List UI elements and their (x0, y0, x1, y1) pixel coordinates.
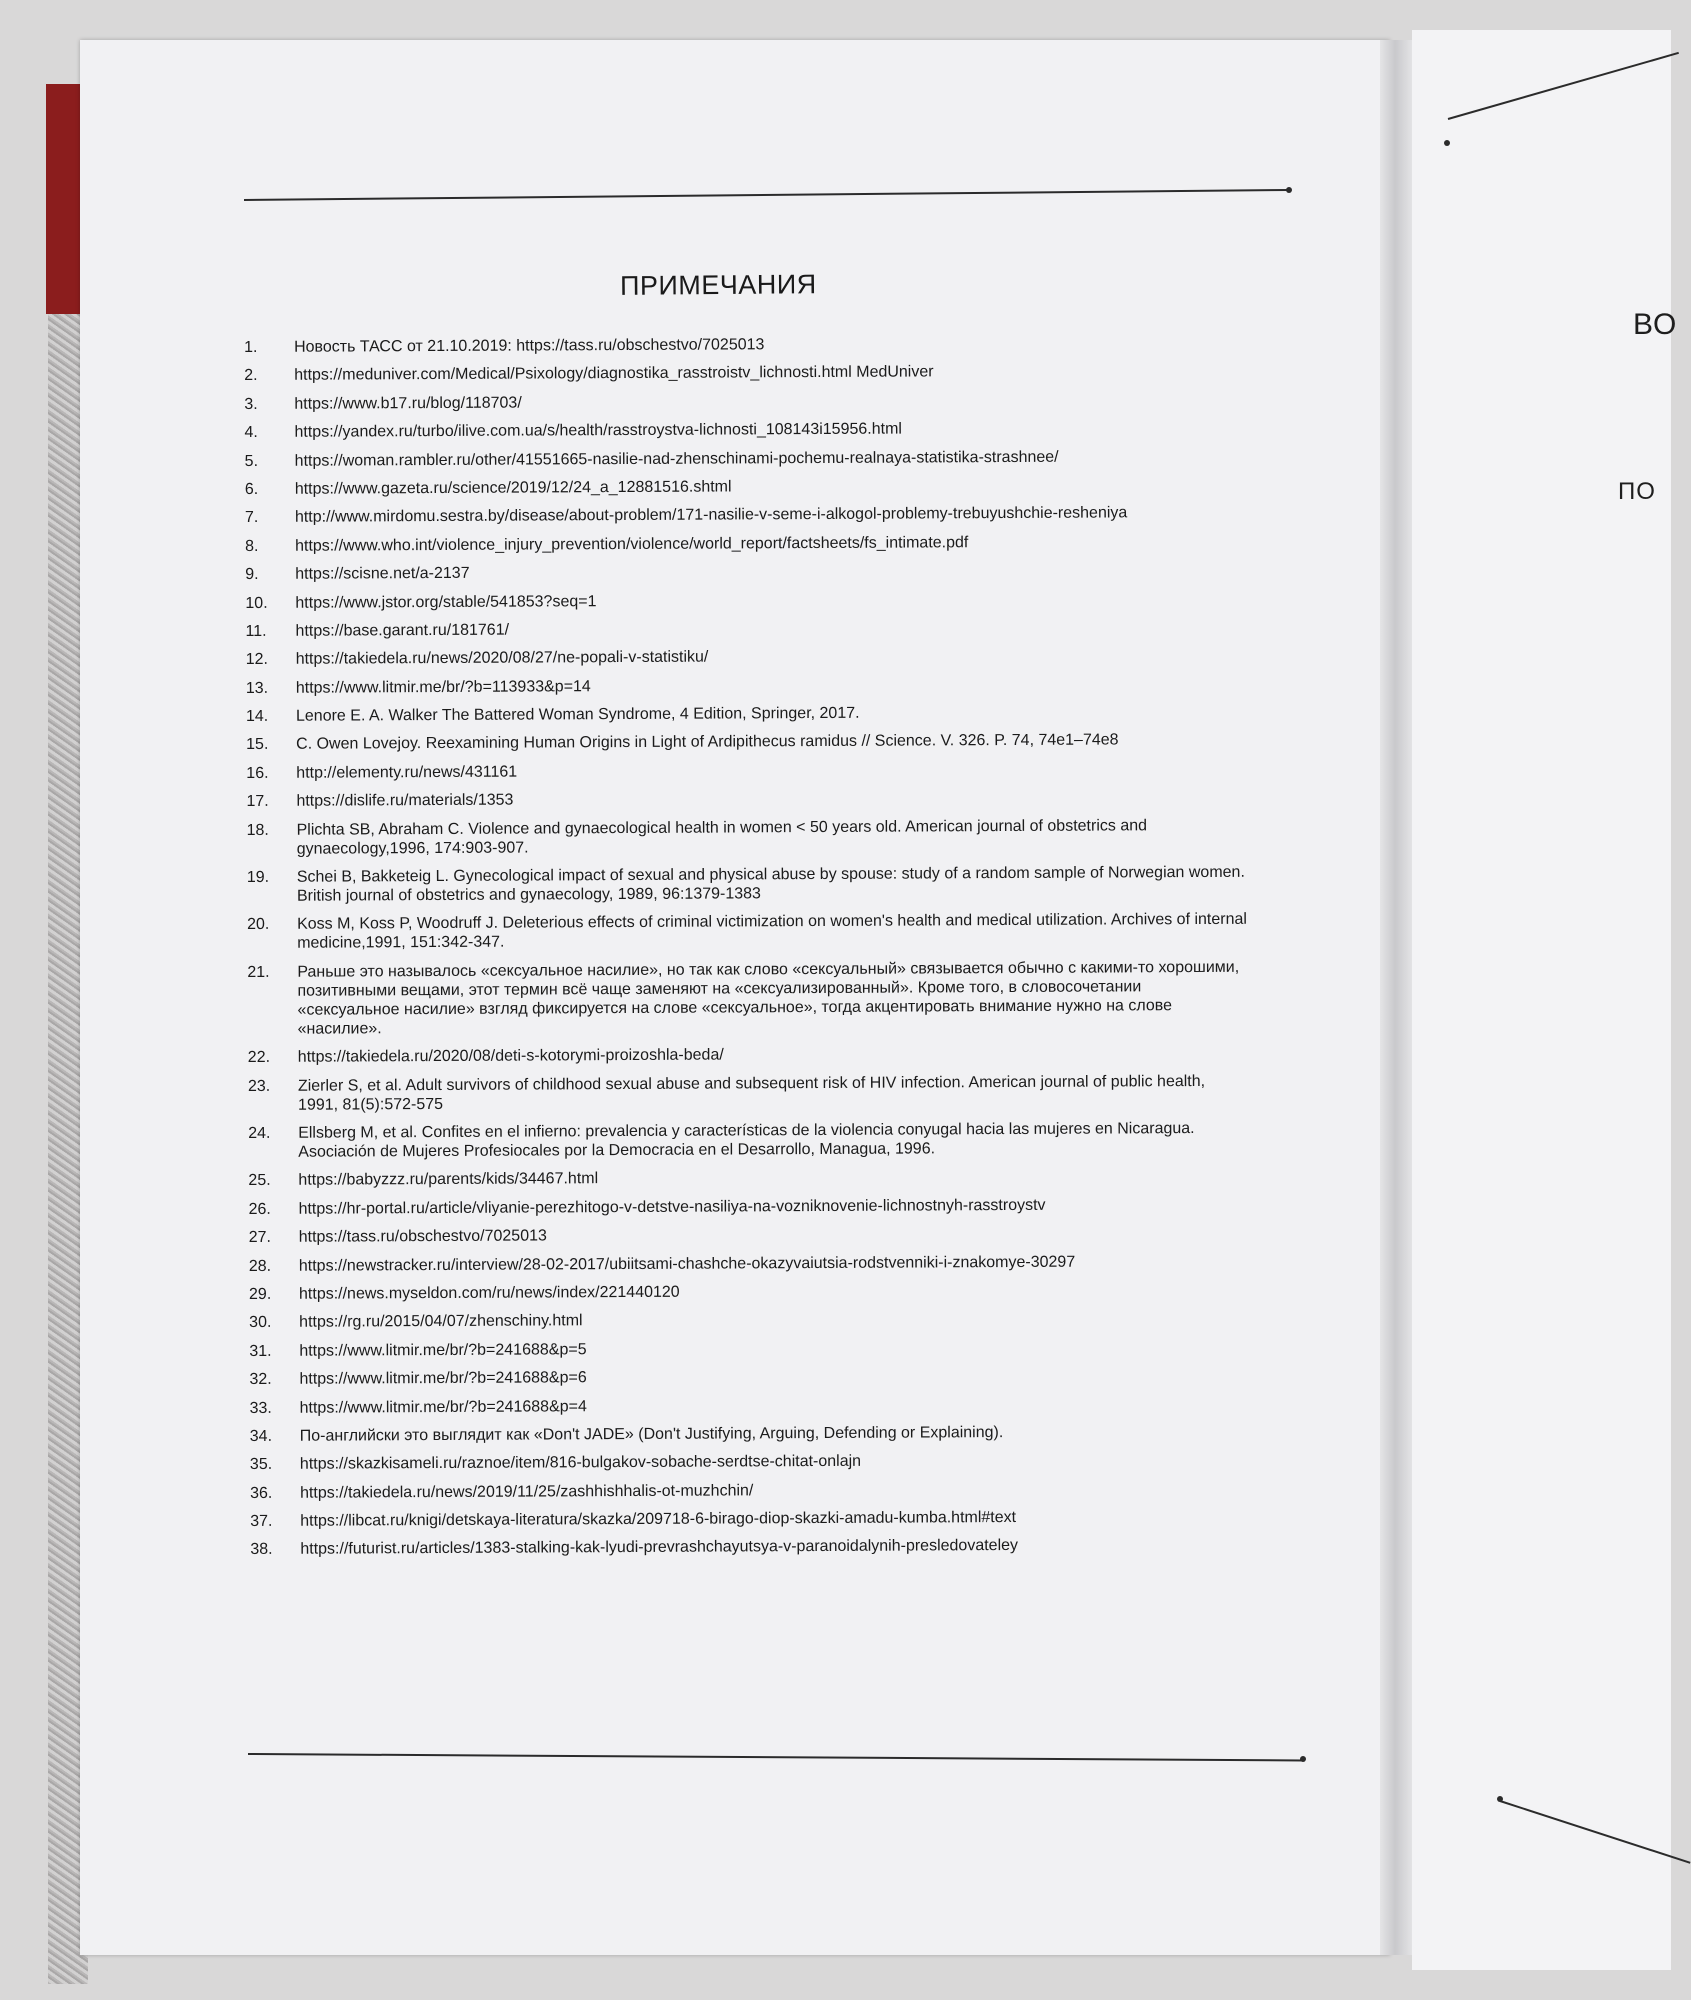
note-text: https://www.litmir.me/br/?b=241688&p=6 (299, 1369, 587, 1388)
note-number: 24. (248, 1124, 271, 1142)
note-text: C. Owen Lovejoy. Reexamining Human Origins in Light of Ardipithecus ramidus // Science. V. 326. P. 74, 74e1–74e8 (296, 731, 1119, 754)
note-number: 29. (248, 1285, 272, 1303)
note-text: https://www.gazeta.ru/science/2019/12/24_a_12881516.shtml (294, 478, 732, 498)
note-text: https://babyzzz.ru/parents/kids/34467.html (298, 1170, 599, 1190)
note-text: https://takiedela.ru/news/2019/11/25/zashhishhalis-ot-muzhchin/ (300, 1482, 754, 1502)
note-item (245, 503, 1245, 527)
note-number: 15. (246, 736, 269, 754)
note-number: 23. (247, 1077, 271, 1095)
right-page-bottom-rule-dot (1497, 1796, 1503, 1802)
note-number: 7. (244, 509, 259, 527)
note-text: Lenore E. A. Walker The Battered Woman Syndrome, 4 Edition, Springer, 2017. (295, 704, 860, 725)
note-number: 31. (249, 1342, 272, 1360)
note-text: https://www.litmir.me/br/?b=113933&p=14 (295, 677, 591, 697)
note-item (246, 702, 1246, 726)
note-text: https://futurist.ru/articles/1383-stalking-kak-lyudi-prevrashchayutsya-v-paranoidalynih-presledovateley (300, 1537, 1019, 1559)
note-number: 10. (245, 594, 268, 612)
note-item (247, 958, 1247, 1039)
note-text: https://news.myseldon.com/ru/news/index/221440120 (298, 1283, 680, 1303)
note-number: 36. (250, 1484, 273, 1502)
note-item (250, 1535, 1250, 1559)
note-item (248, 1071, 1248, 1114)
note-item (247, 910, 1247, 953)
note-item (249, 1195, 1249, 1219)
note-item (245, 531, 1245, 555)
note-number: 37. (250, 1512, 273, 1531)
page-title: ПРИМЕЧАНИЯ (619, 269, 817, 301)
note-item (249, 1280, 1249, 1304)
note-text: http://elementy.ru/news/431161 (296, 763, 518, 782)
note-number: 35. (249, 1456, 273, 1474)
note-text: https://yandex.ru/turbo/ilive.com.ua/s/health/rasstroystva-lichnosti_108143i15956.html (294, 420, 902, 441)
note-text: По-английски это выглядит как «Don't JADE» (Don't Justifying, Arguing, Defending or Explaining). (299, 1423, 1004, 1445)
note-text: https://skazkisameli.ru/raznoe/item/816-bulgakov-sobache-serdtse-chitat-onlajn (299, 1453, 862, 1474)
note-number: 33. (249, 1399, 272, 1417)
note-item (245, 446, 1245, 470)
note-item (244, 390, 1244, 414)
book-gutter (1380, 40, 1414, 1955)
note-text: https://libcat.ru/knigi/detskaya-literatura/skazka/209718-6-birago-diop-skazki-amadu-kumba.html#text (300, 1509, 1017, 1530)
note-item (249, 1308, 1249, 1332)
note-number: 14. (245, 707, 269, 726)
note-text: https://takiedela.ru/news/2020/08/27/ne-popali-v-statistiku/ (295, 648, 709, 669)
right-page-top-rule-dot (1444, 140, 1450, 146)
note-text: https://takiedela.ru/2020/08/deti-s-kotorymi-proizoshla-beda/ (297, 1046, 724, 1066)
note-item (246, 645, 1246, 669)
note-number: 5. (244, 452, 259, 470)
note-text: https://hr-portal.ru/article/vliyanie-perezhitogo-v-detstve-nasiliya-na-vozniknovenie-lichnostnyh-rasstroystv (298, 1196, 1046, 1218)
note-number: 19. (246, 868, 270, 887)
note-number: 17. (246, 793, 269, 811)
right-page-fragment-1: ВО (1633, 308, 1678, 341)
note-number: 21. (247, 963, 270, 981)
note-text: https://rg.ru/2015/04/07/zhenschiny.html (299, 1312, 583, 1332)
note-item (247, 815, 1247, 858)
note-number: 28. (248, 1257, 272, 1275)
note-number: 1. (244, 338, 258, 356)
note-item (248, 1119, 1248, 1162)
note-item (250, 1393, 1250, 1417)
note-number: 12. (245, 651, 268, 669)
note-number: 3. (244, 395, 258, 413)
note-number: 4. (244, 424, 258, 442)
note-item (250, 1422, 1250, 1446)
note-number: 27. (248, 1229, 272, 1247)
note-item (248, 1166, 1248, 1190)
note-number: 11. (245, 622, 267, 640)
note-number: 25. (248, 1172, 271, 1190)
note-text: https://www.who.int/violence_injury_prevention/violence/world_report/factsheets/fs_intimate.pdf (295, 533, 969, 555)
note-item (245, 475, 1245, 499)
note-number: 8. (245, 537, 259, 555)
note-text: https://woman.rambler.ru/other/41551665-nasilie-nad-zhenschinami-pochemu-realnaya-statistika-strashnee/ (294, 448, 1059, 470)
book-cover-red-spine (46, 84, 84, 314)
right-page-fragment-2: ПО (1618, 478, 1656, 505)
note-item (249, 1251, 1249, 1275)
note-item (250, 1507, 1250, 1531)
note-item (245, 560, 1245, 584)
notes-list (244, 333, 1250, 1569)
note-number: 9. (245, 566, 259, 584)
note-number: 22. (247, 1049, 271, 1067)
note-number: 34. (249, 1427, 273, 1445)
note-text: https://scisne.net/a-2137 (295, 564, 470, 583)
note-text: https://www.b17.ru/blog/118703/ (294, 394, 522, 413)
note-item (246, 787, 1246, 811)
note-item (246, 759, 1246, 783)
note-text: https://www.litmir.me/br/?b=241688&p=5 (299, 1340, 587, 1360)
note-text: http://www.mirdomu.sestra.by/disease/about-problem/171-nasilie-v-seme-i-alkogol-problemy-trebuyushchie-resheniya (294, 504, 1128, 527)
note-number: 30. (249, 1314, 272, 1332)
note-item (245, 588, 1245, 612)
note-text: https://tass.ru/obschestvo/7025013 (298, 1227, 547, 1246)
note-item (246, 673, 1246, 697)
note-text: Ellsberg M, et al. Confites en el infierno: prevalencia y características de la violencia conyugal hacia las mujeres en Nicaragua. Asociación de Mujeres Profesiocales por la Democracia en el Desarrollo, Managua, 1996. (298, 1120, 1195, 1161)
note-number: 38. (250, 1541, 273, 1559)
note-number: 20. (247, 916, 270, 934)
note-text: https://www.jstor.org/stable/541853?seq=1 (295, 592, 597, 612)
note-text: https://www.litmir.me/br/?b=241688&p=4 (299, 1397, 587, 1417)
note-number: 6. (244, 480, 259, 498)
note-item (247, 863, 1247, 906)
note-text: Новость ТАСС от 21.10.2019: https://tass.ru/obschestvo/7025013 (294, 336, 765, 356)
note-item (248, 1043, 1248, 1067)
note-text: https://newstracker.ru/interview/28-02-2017/ubiitsami-chashche-okazyvaiutsia-rodstvenniki-i-znakomye-30297 (298, 1253, 1076, 1275)
note-item (250, 1478, 1250, 1502)
note-number: 32. (249, 1370, 272, 1389)
note-item (245, 617, 1245, 641)
note-text: Раньше это называлось «сексуальное насилие», но так как слово «сексуальный» связывается обычно с какими-то хорошими, позитивными вещами, этот термин всё чаще заменяют на «сексуализированный». Кроме того, в словосочетании «сексуальное насилие» взгляд фиксируется на слове «сексуальное», тогда акцентировать внимание нужно на слове «насилие». (297, 958, 1240, 1038)
note-item (249, 1365, 1249, 1389)
top-rule-end-dot (1286, 187, 1292, 193)
note-number: 16. (246, 764, 269, 782)
note-item (244, 333, 1244, 357)
note-item (246, 730, 1246, 754)
note-item (244, 361, 1244, 385)
note-text: Koss M, Koss P, Woodruff J. Deleterious effects of criminal victimization on women's health and medical utilization. Archives of internal medicine,1991, 151:342-347. (297, 911, 1247, 953)
note-text: https://meduniver.com/Medical/Psixology/diagnostika_rasstroistv_lichnosti.html MedUniver (294, 363, 934, 385)
note-item (249, 1336, 1249, 1360)
note-item (249, 1223, 1249, 1247)
note-text: https://dislife.ru/materials/1353 (296, 791, 514, 810)
note-number: 18. (246, 821, 269, 839)
note-item (250, 1450, 1250, 1474)
note-number: 2. (244, 367, 258, 385)
note-number: 26. (248, 1200, 271, 1218)
note-text: Schei B, Bakketeig L. Gynecological impact of sexual and physical abuse by spouse: study of a random sample of Norwegian women. British journal of obstetrics and gynaecology, 1989, 96:1379-1383 (296, 863, 1245, 905)
note-text: Zierler S, et al. Adult survivors of childhood sexual abuse and subsequent risk of HIV infection. American journal of public health, 1991, 81(5):572-575 (297, 1072, 1206, 1114)
note-text: https://base.garant.ru/181761/ (295, 621, 510, 640)
note-number: 13. (245, 679, 269, 697)
note-item (244, 418, 1244, 442)
note-text: Plichta SB, Abraham C. Violence and gynaecological health in women < 50 years old. American journal of obstetrics and gynaecology,1996, 174:903-907. (296, 816, 1148, 858)
bottom-rule-end-dot (1300, 1756, 1306, 1762)
